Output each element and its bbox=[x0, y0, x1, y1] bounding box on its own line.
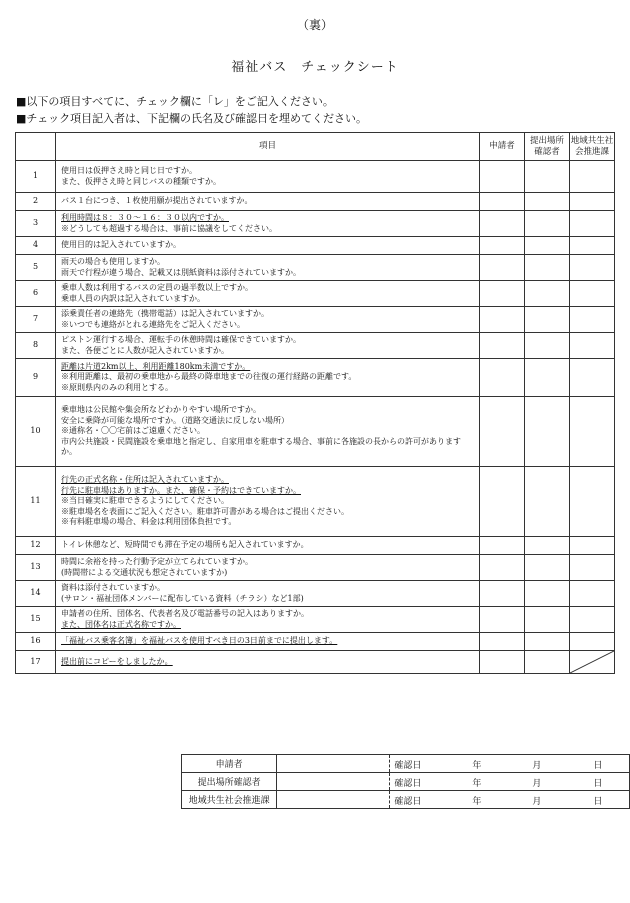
checklist-row bbox=[16, 237, 615, 255]
date-field[interactable] bbox=[390, 791, 630, 809]
row-number: 14 bbox=[16, 581, 56, 607]
checklist-row bbox=[16, 467, 615, 537]
item-line: 乗車人数は利用するバスの定員の過半数以上ですか。 bbox=[61, 283, 253, 292]
check-box-place-confirmer[interactable] bbox=[525, 161, 570, 193]
check-box-place-confirmer[interactable] bbox=[525, 237, 570, 255]
page-title: 福祉バス チェックシート bbox=[231, 60, 399, 75]
row-number: 13 bbox=[16, 555, 56, 581]
year-label: 年 bbox=[472, 761, 482, 771]
row-number: 1 bbox=[16, 161, 56, 193]
row-item-text bbox=[56, 281, 480, 307]
check-box-division[interactable] bbox=[570, 607, 615, 633]
check-box-applicant[interactable] bbox=[480, 581, 525, 607]
header-line: 会推進課 bbox=[574, 146, 609, 157]
header-item: 項目 bbox=[56, 133, 480, 161]
item-line: 申請者の住所、団体名、代表者名及び電話番号の記入はありますか。 bbox=[61, 609, 309, 618]
item-line: 「福祉バス乗客名簿」を福祉バスを使用すべき日の3日前までに提出します。 bbox=[61, 636, 338, 646]
item-line: (時間帯による交通状況も想定されていますか) bbox=[61, 567, 228, 577]
date-field[interactable] bbox=[390, 755, 630, 773]
confirmation-row bbox=[182, 791, 630, 809]
checklist-row bbox=[16, 633, 615, 651]
item-line: 使用目的は記入されていますか。 bbox=[61, 240, 181, 250]
check-box-place-confirmer[interactable] bbox=[525, 555, 570, 581]
checklist-row bbox=[16, 581, 615, 607]
confirmation-body bbox=[182, 755, 630, 809]
checklist-row bbox=[16, 255, 615, 281]
check-box-division[interactable] bbox=[570, 281, 615, 307]
check-box-division[interactable] bbox=[570, 555, 615, 581]
check-box-applicant[interactable] bbox=[480, 281, 525, 307]
checklist-row bbox=[16, 193, 615, 211]
row-item-text bbox=[56, 211, 480, 237]
check-box-applicant[interactable] bbox=[480, 555, 525, 581]
instructions bbox=[16, 93, 367, 127]
checklist-row bbox=[16, 281, 615, 307]
item-line: 使用日は仮押さえ時と同じ日ですか。 bbox=[61, 166, 197, 175]
check-box-applicant[interactable] bbox=[480, 237, 525, 255]
date-label: 確認日 bbox=[394, 779, 422, 789]
check-box-applicant[interactable] bbox=[480, 359, 525, 397]
row-item-text bbox=[56, 555, 480, 581]
check-box-applicant[interactable] bbox=[480, 333, 525, 359]
header-division bbox=[570, 133, 615, 161]
item-line: また、団体名は正式名称ですか。 bbox=[61, 619, 181, 629]
check-box-applicant[interactable] bbox=[480, 397, 525, 467]
checklist-table bbox=[15, 132, 615, 674]
checklist-row bbox=[16, 211, 615, 237]
item-line: 資料は添付されていますか。 bbox=[61, 583, 165, 592]
check-box-division[interactable] bbox=[570, 237, 615, 255]
item-line: 時間に余裕を持った行動予定が立てられていますか。 bbox=[61, 557, 253, 566]
checklist-row bbox=[16, 651, 615, 674]
check-box-place-confirmer[interactable] bbox=[525, 333, 570, 359]
row-number: 7 bbox=[16, 307, 56, 333]
check-box-division[interactable] bbox=[570, 307, 615, 333]
instruction-line: ■チェック項目記入者は、下記欄の氏名及び確認日を埋めてください。 bbox=[16, 112, 368, 125]
item-line: 添乗責任者の連絡先（携帯電話）は記入されていますか。 bbox=[61, 309, 269, 318]
item-line: ※利用距離は、最初の乗車地から最終の降車地までの往復の運行経路の距離です。 bbox=[61, 372, 357, 382]
check-box-place-confirmer[interactable] bbox=[525, 397, 570, 467]
date-label: 確認日 bbox=[394, 761, 422, 771]
row-item-text bbox=[56, 633, 480, 651]
item-line: ※どうしても超過する場合は、事前に協議をしてください。 bbox=[61, 223, 277, 233]
checklist-row bbox=[16, 555, 615, 581]
name-field[interactable] bbox=[277, 755, 390, 773]
row-number: 6 bbox=[16, 281, 56, 307]
row-number: 9 bbox=[16, 359, 56, 397]
check-box-division[interactable] bbox=[570, 193, 615, 211]
header-line: 地域共生社 bbox=[570, 136, 614, 146]
confirmer-label: 地域共生社会推進課 bbox=[182, 791, 277, 809]
check-box-division[interactable] bbox=[570, 255, 615, 281]
date-field[interactable] bbox=[390, 773, 630, 791]
item-line: ※当日確実に駐車できるようにしてください。 bbox=[61, 496, 229, 506]
header-place-confirmer bbox=[525, 133, 570, 161]
check-box-place-confirmer[interactable] bbox=[525, 651, 570, 674]
row-item-text bbox=[56, 651, 480, 674]
check-box-division[interactable] bbox=[570, 161, 615, 193]
header-applicant: 申請者 bbox=[480, 133, 525, 161]
check-box-applicant[interactable] bbox=[480, 537, 525, 555]
row-item-text bbox=[56, 307, 480, 333]
month-label: 月 bbox=[532, 761, 542, 771]
checklist-row bbox=[16, 333, 615, 359]
day-label: 日 bbox=[593, 779, 603, 789]
header-number bbox=[16, 133, 56, 161]
item-line: 距離は片道2km以上、利用距離180km未満ですか。 bbox=[61, 361, 251, 371]
row-number: 16 bbox=[16, 633, 56, 651]
check-box-division[interactable] bbox=[570, 359, 615, 397]
checklist-row bbox=[16, 359, 615, 397]
item-line: 雨天で行程が違う場合、記載又は別紙資料は添付されていますか。 bbox=[61, 267, 301, 277]
checklist-row bbox=[16, 397, 615, 467]
back-side-label: （裏） bbox=[296, 18, 333, 32]
item-line: ※有料駐車場の場合、料金は利用団体負担です。 bbox=[61, 517, 237, 527]
row-number: 15 bbox=[16, 607, 56, 633]
check-box-division bbox=[570, 651, 615, 674]
row-number: 12 bbox=[16, 537, 56, 555]
check-box-applicant[interactable] bbox=[480, 255, 525, 281]
check-box-division[interactable] bbox=[570, 537, 615, 555]
check-box-place-confirmer[interactable] bbox=[525, 467, 570, 537]
check-box-applicant[interactable] bbox=[480, 193, 525, 211]
name-field[interactable] bbox=[277, 773, 390, 791]
check-box-applicant[interactable] bbox=[480, 211, 525, 237]
day-label: 日 bbox=[593, 761, 603, 771]
check-box-applicant[interactable] bbox=[480, 467, 525, 537]
item-line: ※駐車場名を表面にご記入ください。駐車許可書がある場合はご提出ください。 bbox=[61, 506, 349, 516]
row-number: 17 bbox=[16, 651, 56, 674]
checklist-header-row bbox=[16, 133, 615, 161]
day-label: 日 bbox=[593, 797, 603, 807]
row-item-text bbox=[56, 237, 480, 255]
check-box-applicant[interactable] bbox=[480, 161, 525, 193]
row-item-text bbox=[56, 607, 480, 633]
item-line: 利用時間は８：３０～１６：３０以内ですか。 bbox=[61, 213, 229, 222]
item-line: (サロン・福祉団体メンバーに配布している資料（チラシ）など1部) bbox=[61, 593, 304, 603]
row-item-text bbox=[56, 537, 480, 555]
year-label: 年 bbox=[472, 797, 482, 807]
check-box-place-confirmer[interactable] bbox=[525, 359, 570, 397]
check-box-applicant[interactable] bbox=[480, 633, 525, 651]
instruction-line: ■以下の項目すべてに、チェック欄に「レ」をご記入ください。 bbox=[16, 95, 334, 108]
confirmer-label: 申請者 bbox=[182, 755, 277, 773]
check-box-place-confirmer[interactable] bbox=[525, 193, 570, 211]
item-line: 行先に駐車場はありますか。また、確保・予約はできていますか。 bbox=[61, 485, 301, 495]
row-item-text bbox=[56, 333, 480, 359]
check-box-applicant[interactable] bbox=[480, 651, 525, 674]
row-item-text bbox=[56, 359, 480, 397]
row-number: 11 bbox=[16, 467, 56, 537]
check-box-place-confirmer[interactable] bbox=[525, 307, 570, 333]
check-box-division[interactable] bbox=[570, 211, 615, 237]
date-label: 確認日 bbox=[394, 797, 422, 807]
check-box-division[interactable] bbox=[570, 633, 615, 651]
checklist-row bbox=[16, 161, 615, 193]
row-item-text bbox=[56, 397, 480, 467]
confirmation-row bbox=[182, 773, 630, 791]
checklist-row bbox=[16, 607, 615, 633]
row-number: 8 bbox=[16, 333, 56, 359]
item-line: 安全に乗降が可能な場所ですか。（道路交通法に反しない場所） bbox=[61, 415, 289, 425]
item-line: 提出前にコピーをしましたか。 bbox=[61, 656, 173, 666]
row-item-text bbox=[56, 581, 480, 607]
check-box-place-confirmer[interactable] bbox=[525, 281, 570, 307]
diagonal-slash bbox=[570, 651, 614, 673]
row-item-text bbox=[56, 255, 480, 281]
row-number: 5 bbox=[16, 255, 56, 281]
check-box-division[interactable] bbox=[570, 467, 615, 537]
check-box-place-confirmer[interactable] bbox=[525, 581, 570, 607]
year-label: 年 bbox=[472, 779, 482, 789]
check-box-division[interactable] bbox=[570, 581, 615, 607]
header-line: 提出場所 bbox=[529, 136, 564, 146]
checklist-row bbox=[16, 307, 615, 333]
item-line: ※通称名・〇〇宅前はご遠慮ください。 bbox=[61, 426, 205, 436]
month-label: 月 bbox=[532, 779, 542, 789]
item-line: ※いつでも連絡がとれる連絡先をご記入ください。 bbox=[61, 319, 245, 329]
row-item-text bbox=[56, 161, 480, 193]
row-item-text bbox=[56, 193, 480, 211]
row-number: 4 bbox=[16, 237, 56, 255]
header-line: 確認者 bbox=[534, 146, 560, 157]
check-box-place-confirmer[interactable] bbox=[525, 537, 570, 555]
item-line: また、各便ごとに人数が記入されていますか。 bbox=[61, 345, 229, 355]
row-item-text bbox=[56, 467, 480, 537]
check-box-division[interactable] bbox=[570, 397, 615, 467]
row-number: 10 bbox=[16, 397, 56, 467]
item-line: ピストン運行する場合、運転手の休憩時間は確保できていますか。 bbox=[61, 335, 301, 344]
name-field[interactable] bbox=[277, 791, 390, 809]
row-number: 3 bbox=[16, 211, 56, 237]
check-box-applicant[interactable] bbox=[480, 307, 525, 333]
item-line: 乗車地は公民館や集会所などわかりやすい場所ですか。 bbox=[61, 405, 261, 415]
item-line: また、仮押さえ時と同じバスの種類ですか。 bbox=[61, 176, 221, 186]
item-line: 雨天の場合も使用しますか。 bbox=[61, 257, 165, 266]
check-box-place-confirmer[interactable] bbox=[525, 633, 570, 651]
row-number: 2 bbox=[16, 193, 56, 211]
confirmation-row bbox=[182, 755, 630, 773]
confirmation-table bbox=[181, 754, 630, 809]
check-box-division[interactable] bbox=[570, 333, 615, 359]
month-label: 月 bbox=[532, 797, 542, 807]
check-box-applicant[interactable] bbox=[480, 607, 525, 633]
check-box-place-confirmer[interactable] bbox=[525, 255, 570, 281]
checklist-body bbox=[16, 161, 615, 674]
item-line: ※原則県内のみの利用とする。 bbox=[61, 382, 173, 392]
item-line: 乗車人員の内訳は記入されていますか。 bbox=[61, 293, 205, 303]
item-line: 市内公共施設・民間施設を乗車地と指定し、自家用車を駐車する場合、事前に各施設の長からの許可がありますか。 bbox=[61, 436, 461, 457]
confirmer-label: 提出場所確認者 bbox=[182, 773, 277, 791]
item-line: 行先の正式名称・住所は記入されていますか。 bbox=[61, 475, 229, 485]
item-line: トイレ休憩など、短時間でも滞在予定の場所も記入されていますか。 bbox=[61, 540, 309, 550]
item-line: バス１台につき、１枚使用願が提出されていますか。 bbox=[61, 196, 253, 206]
checklist-row bbox=[16, 537, 615, 555]
check-box-place-confirmer[interactable] bbox=[525, 607, 570, 633]
check-box-place-confirmer[interactable] bbox=[525, 211, 570, 237]
